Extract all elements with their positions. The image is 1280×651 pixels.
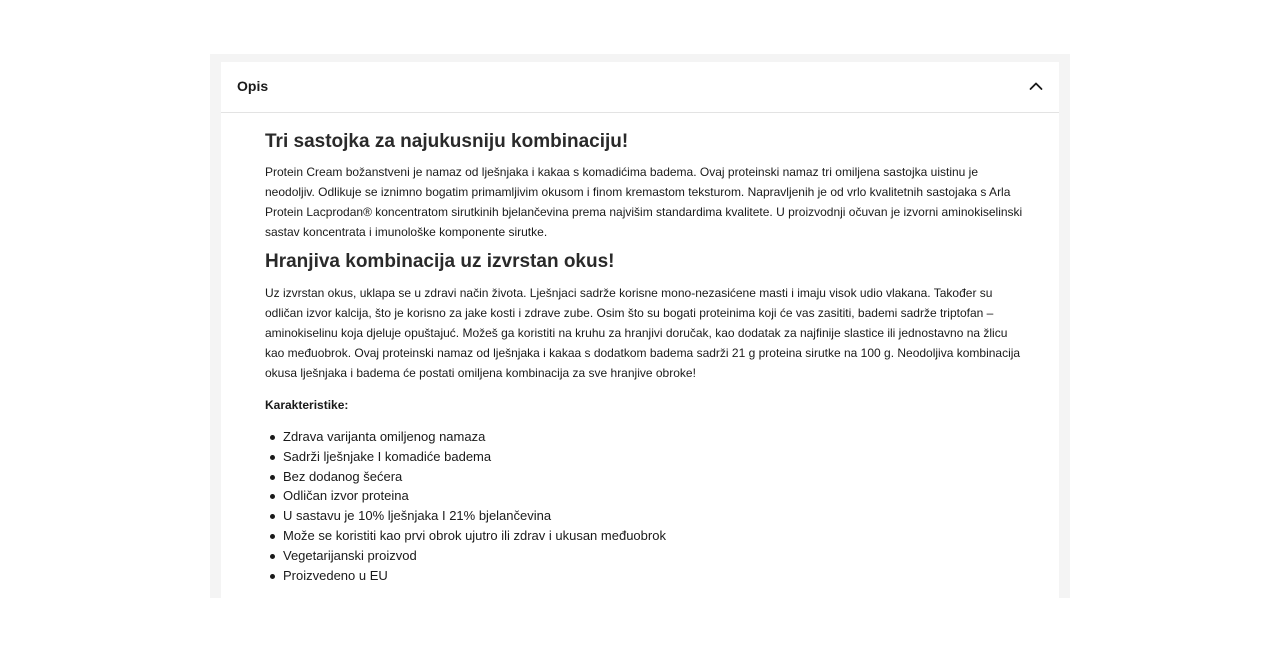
accordion-header[interactable] bbox=[221, 62, 1059, 113]
description-content bbox=[265, 130, 1025, 585]
list-item: U sastavu je 10% lješnjaka I 21% bjelančevina bbox=[283, 506, 1025, 526]
list-item: Proizvedeno u EU bbox=[283, 566, 1025, 586]
section-paragraph: Uz izvrstan okus, uklapa se u zdravi način života. Lješnjaci sadrže korisne mono-nezasićene masti i imaju visok udio vlakana. Također su odličan izvor kalcija, što je korisno za jake kosti i zdrave zube. Osim što su bogati proteinima koji će vas zasititi, bademi sadrže triptofan – aminokiselinu koja djeluje opuštajuć. Možeš ga koristiti na kruhu za hranjivi doručak, kao dodatak za najfinije slastice ili jednostavno na žlicu kao međuobrok. Ovaj proteinski namaz od lješnjaka i kakaa s dodatkom badema sadrži 21 g proteina sirutke na 100 g. Neodoljiva kombinacija okusa lješnjaka i badema će postati omiljena kombinacija za sve hranjive obroke! bbox=[265, 286, 1021, 380]
section-heading: Hranjiva kombinacija uz izvrstan okus! bbox=[265, 251, 615, 272]
section-heading: Tri sastojka za najukusniju kombinaciju! bbox=[265, 131, 629, 152]
features-label: Karakteristike: bbox=[265, 398, 349, 412]
chevron-up-icon[interactable] bbox=[1029, 81, 1043, 91]
list-item: Bez dodanog šećera bbox=[283, 467, 1025, 487]
list-item: Sadrži lješnjake I komadiće badema bbox=[283, 447, 1025, 467]
accordion-title: Opis bbox=[237, 78, 269, 94]
list-item: Može se koristiti kao prvi obrok ujutro ili zdrav i ukusan međuobrok bbox=[283, 526, 1025, 546]
list-item: Zdrava varijanta omiljenog namaza bbox=[283, 427, 1025, 447]
section-paragraph: Protein Cream božanstveni je namaz od lješnjaka i kakaa s komadićima badema. Ovaj proteinski namaz tri omiljena sastojka uistinu je neodoljiv. Odlikuje se iznimno bogatim primamljivim okusom i finom kremastom teksturom. Napravljenih je od vrlo kvalitetnih sastojaka s Arla Protein Lacprodan® koncentratom sirutkinih bjelančevina prema najvišim standardima kvalitete. U proizvodnji očuvan je izvorni aminokiselinski sastav koncentrata i imunološke komponente sirutke. bbox=[265, 165, 1023, 239]
features-list bbox=[265, 427, 1025, 585]
description-section bbox=[210, 54, 1070, 598]
description-panel bbox=[221, 62, 1059, 598]
list-item: Vegetarijanski proizvod bbox=[283, 546, 1025, 566]
list-item: Odličan izvor proteina bbox=[283, 486, 1025, 506]
